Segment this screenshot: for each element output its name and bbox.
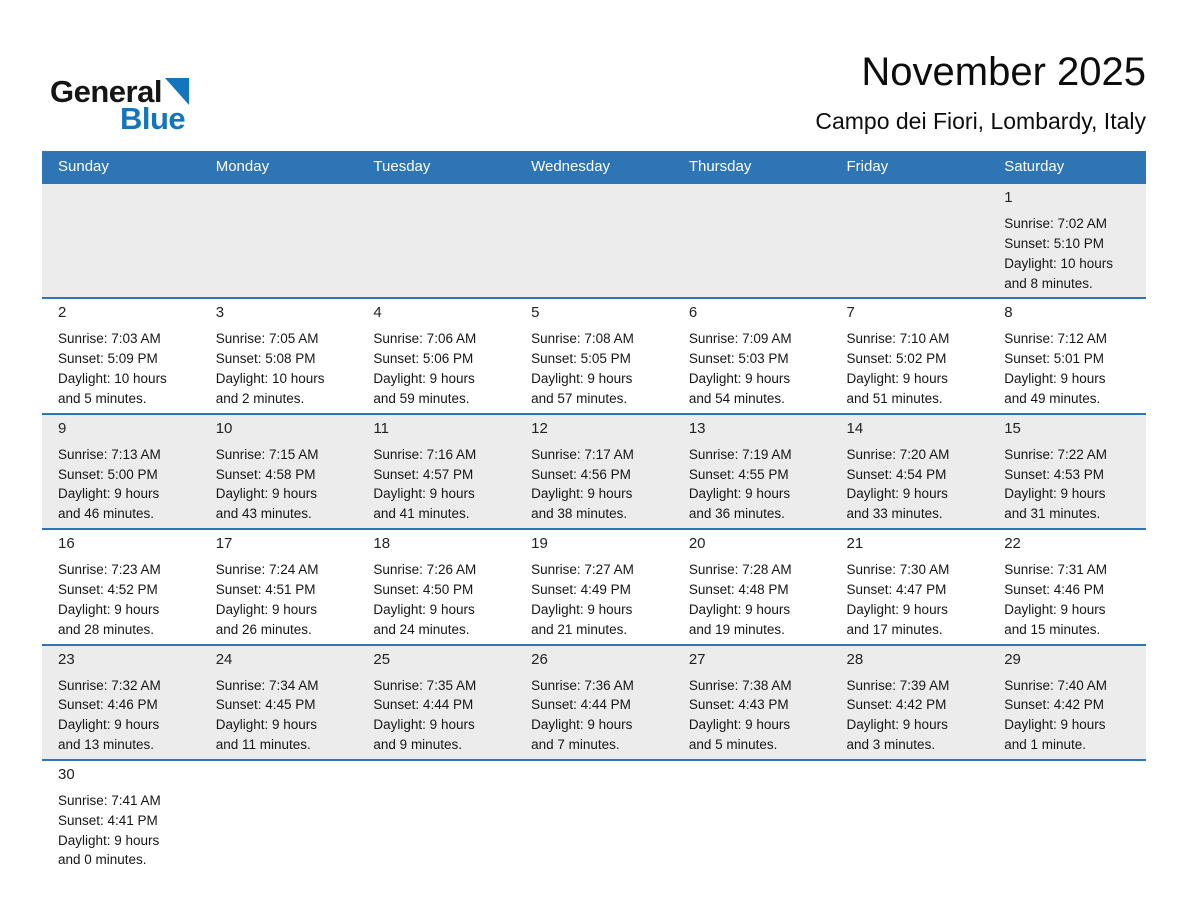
daylight-text-line2: and 7 minutes. xyxy=(531,737,620,753)
daylight-text-line1: Daylight: 9 hours xyxy=(1004,486,1106,502)
daylight-text-line2: and 3 minutes. xyxy=(846,737,936,753)
week-row xyxy=(42,760,1146,874)
sunset-text: Sunset: 4:49 PM xyxy=(531,581,631,597)
daylight-text-line2: and 57 minutes. xyxy=(531,390,628,406)
day-cell xyxy=(673,645,831,760)
sunset-text: Sunset: 5:08 PM xyxy=(215,351,316,367)
week-row xyxy=(42,414,1146,529)
empty-day-cell xyxy=(357,760,515,874)
daylight-text-line1: Daylight: 9 hours xyxy=(215,601,318,617)
sunrise-text: Sunrise: 7:06 AM xyxy=(373,331,477,347)
day-name-header: Thursday xyxy=(673,151,831,183)
page-title: November 2025 xyxy=(861,50,1146,94)
daylight-text-line1: Daylight: 9 hours xyxy=(58,832,160,848)
calendar-body xyxy=(42,183,1146,874)
day-name-header: Sunday xyxy=(42,151,200,183)
daylight-text-line2: and 51 minutes. xyxy=(846,390,943,406)
day-info xyxy=(531,445,667,524)
sunset-text: Sunset: 4:53 PM xyxy=(1004,466,1105,482)
daylight-text-line1: Daylight: 9 hours xyxy=(373,717,475,733)
daylight-text-line1: Daylight: 9 hours xyxy=(846,371,948,387)
day-number: 25 xyxy=(373,650,391,668)
day-number: 28 xyxy=(846,650,864,668)
day-number: 8 xyxy=(1004,304,1013,322)
sunrise-text: Sunrise: 7:27 AM xyxy=(531,562,634,578)
daylight-text-line1: Daylight: 9 hours xyxy=(373,601,475,617)
day-info xyxy=(58,791,194,870)
week-row xyxy=(42,183,1146,298)
day-cell xyxy=(515,645,673,760)
sunrise-text: Sunrise: 7:32 AM xyxy=(58,677,161,693)
week-row xyxy=(42,645,1146,760)
title-block xyxy=(815,50,1146,135)
day-cell xyxy=(673,529,831,644)
day-number: 12 xyxy=(531,419,548,437)
day-number: 2 xyxy=(58,304,67,322)
sunrise-text: Sunrise: 7:26 AM xyxy=(373,562,477,578)
day-name-header: Monday xyxy=(200,151,358,183)
daylight-text-line1: Daylight: 10 hours xyxy=(58,371,167,387)
day-info xyxy=(58,329,194,408)
sunset-text: Sunset: 5:10 PM xyxy=(1004,235,1105,251)
day-number: 23 xyxy=(58,650,75,668)
day-number: 18 xyxy=(373,535,391,553)
daylight-text-line2: and 28 minutes. xyxy=(58,621,155,637)
sunset-text: Sunset: 4:58 PM xyxy=(215,466,316,482)
day-cell xyxy=(988,645,1146,760)
sunrise-text: Sunrise: 7:12 AM xyxy=(1004,331,1108,347)
day-number: 6 xyxy=(688,304,698,322)
sunrise-text: Sunrise: 7:03 AM xyxy=(58,331,161,347)
daylight-text-line2: and 26 minutes. xyxy=(215,621,312,637)
daylight-text-line1: Daylight: 9 hours xyxy=(846,486,948,502)
sunrise-text: Sunrise: 7:13 AM xyxy=(58,446,161,462)
daylight-text-line1: Daylight: 9 hours xyxy=(531,717,633,733)
daylight-text-line2: and 21 minutes. xyxy=(531,621,628,637)
sunset-text: Sunset: 5:02 PM xyxy=(846,351,947,367)
sunset-text: Sunset: 4:51 PM xyxy=(215,581,316,597)
daylight-text-line2: and 54 minutes. xyxy=(688,390,785,406)
day-info xyxy=(373,676,509,755)
daylight-text-line2: and 5 minutes. xyxy=(688,737,778,753)
daylight-text-line2: and 36 minutes. xyxy=(688,506,785,522)
sunrise-text: Sunrise: 7:02 AM xyxy=(1004,216,1108,231)
day-cell xyxy=(988,183,1146,298)
empty-day-cell xyxy=(200,760,358,874)
daylight-text-line1: Daylight: 9 hours xyxy=(215,486,318,502)
day-info xyxy=(373,329,509,408)
sunset-text: Sunset: 5:05 PM xyxy=(531,351,631,367)
daylight-text-line2: and 5 minutes. xyxy=(58,390,147,406)
day-cell xyxy=(515,298,673,413)
daylight-text-line1: Daylight: 9 hours xyxy=(531,601,633,617)
sunrise-text: Sunrise: 7:38 AM xyxy=(688,677,792,693)
day-cell xyxy=(831,529,989,644)
day-cell xyxy=(42,645,200,760)
day-cell xyxy=(357,298,515,413)
day-number: 21 xyxy=(846,535,864,553)
day-cell xyxy=(200,529,358,644)
day-number: 27 xyxy=(688,650,706,668)
sunset-text: Sunset: 4:47 PM xyxy=(846,581,947,597)
day-number: 14 xyxy=(846,419,864,437)
day-cell xyxy=(988,414,1146,529)
day-number: 1 xyxy=(1004,189,1013,206)
empty-day-cell xyxy=(515,183,673,298)
sunset-text: Sunset: 4:43 PM xyxy=(688,697,789,713)
general-blue-logo xyxy=(50,76,189,134)
sunrise-text: Sunrise: 7:17 AM xyxy=(531,446,634,462)
page-header xyxy=(42,0,1146,135)
sunset-text: Sunset: 4:46 PM xyxy=(58,697,158,713)
day-cell xyxy=(831,414,989,529)
week-row xyxy=(42,529,1146,644)
day-info xyxy=(531,560,667,639)
sunset-text: Sunset: 4:54 PM xyxy=(846,466,947,482)
daylight-text-line1: Daylight: 9 hours xyxy=(688,601,791,617)
sunset-text: Sunset: 4:56 PM xyxy=(531,466,631,482)
sunrise-text: Sunrise: 7:22 AM xyxy=(1004,446,1108,462)
sunrise-text: Sunrise: 7:34 AM xyxy=(215,677,319,693)
sunset-text: Sunset: 4:46 PM xyxy=(1004,581,1105,597)
day-cell xyxy=(831,645,989,760)
day-info xyxy=(216,676,352,755)
day-info xyxy=(58,560,194,639)
empty-day-cell xyxy=(515,760,673,874)
day-number: 22 xyxy=(1004,535,1021,553)
logo-text-general: General xyxy=(50,74,162,109)
daylight-text-line1: Daylight: 9 hours xyxy=(846,601,948,617)
day-cell xyxy=(42,298,200,413)
day-name-header: Wednesday xyxy=(515,151,673,183)
daylight-text-line1: Daylight: 9 hours xyxy=(58,486,160,502)
sunrise-text: Sunrise: 7:39 AM xyxy=(846,677,950,693)
sunrise-text: Sunrise: 7:09 AM xyxy=(688,331,792,347)
day-info xyxy=(531,676,667,755)
sunset-text: Sunset: 4:50 PM xyxy=(373,581,474,597)
sunrise-text: Sunrise: 7:15 AM xyxy=(215,446,319,462)
daylight-text-line2: and 43 minutes. xyxy=(215,506,312,522)
day-cell xyxy=(200,414,358,529)
daylight-text-line2: and 38 minutes. xyxy=(531,506,628,522)
logo-text-blue: Blue xyxy=(120,101,186,136)
sunset-text: Sunset: 5:01 PM xyxy=(1004,351,1105,367)
daylight-text-line2: and 17 minutes. xyxy=(846,621,943,637)
day-info xyxy=(58,445,194,524)
sunrise-text: Sunrise: 7:24 AM xyxy=(215,562,319,578)
daylight-text-line1: Daylight: 9 hours xyxy=(688,717,791,733)
empty-day-cell xyxy=(831,760,989,874)
sunset-text: Sunset: 5:00 PM xyxy=(58,466,158,482)
daylight-text-line2: and 15 minutes. xyxy=(1004,621,1101,637)
sunrise-text: Sunrise: 7:30 AM xyxy=(846,562,950,578)
empty-day-cell xyxy=(988,760,1146,874)
day-info xyxy=(216,560,352,639)
daylight-text-line1: Daylight: 9 hours xyxy=(373,371,475,387)
daylight-text-line2: and 13 minutes. xyxy=(58,737,155,753)
daylight-text-line2: and 11 minutes. xyxy=(215,737,311,753)
day-name-header: Saturday xyxy=(988,151,1146,183)
sunset-text: Sunset: 4:52 PM xyxy=(58,581,158,597)
day-number: 24 xyxy=(215,650,233,668)
sunrise-text: Sunrise: 7:35 AM xyxy=(373,677,477,693)
daylight-text-line2: and 46 minutes. xyxy=(58,506,155,522)
day-info xyxy=(689,329,825,408)
empty-day-cell xyxy=(673,760,831,874)
day-number: 17 xyxy=(215,535,233,553)
day-info xyxy=(847,676,983,755)
daylight-text-line2: and 1 minute. xyxy=(1004,737,1087,753)
sunrise-text: Sunrise: 7:19 AM xyxy=(688,446,792,462)
sunrise-text: Sunrise: 7:23 AM xyxy=(58,562,161,578)
day-cell xyxy=(200,645,358,760)
day-cell xyxy=(673,414,831,529)
sunrise-text: Sunrise: 7:36 AM xyxy=(531,677,634,693)
day-info xyxy=(847,329,983,408)
sunset-text: Sunset: 5:06 PM xyxy=(373,351,474,367)
day-cell xyxy=(42,414,200,529)
day-number: 20 xyxy=(688,535,706,553)
day-number: 26 xyxy=(531,650,548,668)
day-number: 11 xyxy=(373,419,389,437)
day-cell xyxy=(988,298,1146,413)
daylight-text-line1: Daylight: 10 hours xyxy=(215,371,325,387)
daylight-text-line2: and 19 minutes. xyxy=(688,621,785,637)
day-info xyxy=(1004,445,1140,524)
daylight-text-line1: Daylight: 9 hours xyxy=(373,486,475,502)
daylight-text-line2: and 33 minutes. xyxy=(846,506,943,522)
daylight-text-line2: and 24 minutes. xyxy=(373,621,470,637)
daylight-text-line1: Daylight: 9 hours xyxy=(688,371,791,387)
day-number: 30 xyxy=(58,765,75,783)
day-name-header: Friday xyxy=(831,151,989,183)
sunrise-text: Sunrise: 7:20 AM xyxy=(846,446,950,462)
day-number: 16 xyxy=(58,535,75,553)
week-row xyxy=(42,298,1146,413)
day-cell xyxy=(42,529,200,644)
day-info xyxy=(531,329,667,408)
empty-day-cell xyxy=(357,183,515,298)
sunset-text: Sunset: 4:44 PM xyxy=(373,697,474,713)
day-info xyxy=(1004,560,1140,639)
day-cell xyxy=(357,645,515,760)
daylight-text-line1: Daylight: 9 hours xyxy=(1004,717,1106,733)
day-info xyxy=(216,445,352,524)
day-number: 3 xyxy=(215,304,225,322)
sunrise-text: Sunrise: 7:31 AM xyxy=(1004,562,1108,578)
daylight-text-line2: and 8 minutes. xyxy=(1004,275,1093,291)
sunrise-text: Sunrise: 7:40 AM xyxy=(1004,677,1108,693)
day-cell xyxy=(831,298,989,413)
sunset-text: Sunset: 4:41 PM xyxy=(58,812,158,828)
daylight-text-line1: Daylight: 9 hours xyxy=(531,371,633,387)
sunrise-text: Sunrise: 7:05 AM xyxy=(215,331,319,347)
day-info xyxy=(1004,329,1140,408)
day-cell xyxy=(988,529,1146,644)
day-info xyxy=(58,676,194,755)
daylight-text-line2: and 31 minutes. xyxy=(1004,506,1101,522)
day-number: 15 xyxy=(1004,419,1021,437)
daylight-text-line1: Daylight: 9 hours xyxy=(58,717,160,733)
day-info xyxy=(1004,214,1140,293)
calendar-header xyxy=(42,151,1146,183)
day-name-header: Tuesday xyxy=(357,151,515,183)
daylight-text-line1: Daylight: 9 hours xyxy=(688,486,791,502)
day-number: 10 xyxy=(215,419,233,437)
sunset-text: Sunset: 4:42 PM xyxy=(846,697,947,713)
day-info xyxy=(373,445,509,524)
sunrise-text: Sunrise: 7:16 AM xyxy=(373,446,477,462)
sunrise-text: Sunrise: 7:41 AM xyxy=(58,792,161,808)
daylight-text-line1: Daylight: 9 hours xyxy=(215,717,318,733)
day-number: 19 xyxy=(531,535,548,553)
daylight-text-line1: Daylight: 9 hours xyxy=(846,717,948,733)
sunset-text: Sunset: 5:09 PM xyxy=(58,351,158,367)
sunset-text: Sunset: 4:55 PM xyxy=(688,466,789,482)
sunset-text: Sunset: 4:57 PM xyxy=(373,466,474,482)
daylight-text-line2: and 9 minutes. xyxy=(373,737,462,753)
day-info xyxy=(689,676,825,755)
day-cell xyxy=(42,760,200,874)
day-info xyxy=(847,560,983,639)
sunrise-text: Sunrise: 7:10 AM xyxy=(846,331,950,347)
daylight-text-line2: and 49 minutes. xyxy=(1004,390,1101,406)
day-cell xyxy=(200,298,358,413)
calendar-table xyxy=(42,151,1146,874)
day-number: 29 xyxy=(1004,650,1021,668)
day-info xyxy=(1004,676,1140,755)
sunset-text: Sunset: 4:48 PM xyxy=(688,581,789,597)
day-cell xyxy=(515,529,673,644)
sunrise-text: Sunrise: 7:28 AM xyxy=(688,562,792,578)
empty-day-cell xyxy=(673,183,831,298)
day-info xyxy=(373,560,509,639)
sunset-text: Sunset: 4:42 PM xyxy=(1004,697,1105,713)
day-number: 7 xyxy=(846,304,855,322)
day-number: 4 xyxy=(373,304,382,322)
daylight-text-line2: and 41 minutes. xyxy=(373,506,470,522)
sunrise-text: Sunrise: 7:08 AM xyxy=(531,331,634,347)
empty-day-cell xyxy=(831,183,989,298)
empty-day-cell xyxy=(42,183,200,298)
day-info xyxy=(689,445,825,524)
empty-day-cell xyxy=(200,183,358,298)
sunset-text: Sunset: 4:44 PM xyxy=(531,697,631,713)
day-info xyxy=(689,560,825,639)
daylight-text-line1: Daylight: 9 hours xyxy=(58,601,160,617)
day-cell xyxy=(673,298,831,413)
day-info xyxy=(216,329,352,408)
day-number: 9 xyxy=(58,419,67,437)
page-subtitle: Campo dei Fiori, Lombardy, Italy xyxy=(815,108,1146,134)
sunset-text: Sunset: 5:03 PM xyxy=(688,351,789,367)
day-number: 13 xyxy=(688,419,706,437)
daylight-text-line1: Daylight: 9 hours xyxy=(1004,601,1106,617)
day-info xyxy=(847,445,983,524)
daylight-text-line2: and 59 minutes. xyxy=(373,390,470,406)
day-cell xyxy=(357,414,515,529)
daylight-text-line1: Daylight: 9 hours xyxy=(1004,371,1106,387)
daylight-text-line1: Daylight: 9 hours xyxy=(531,486,633,502)
day-cell xyxy=(515,414,673,529)
day-names-row xyxy=(42,151,1146,183)
daylight-text-line2: and 2 minutes. xyxy=(215,390,305,406)
day-number: 5 xyxy=(531,304,540,322)
daylight-text-line2: and 0 minutes. xyxy=(58,852,147,868)
daylight-text-line1: Daylight: 10 hours xyxy=(1004,255,1114,271)
day-cell xyxy=(357,529,515,644)
sunset-text: Sunset: 4:45 PM xyxy=(215,697,316,713)
